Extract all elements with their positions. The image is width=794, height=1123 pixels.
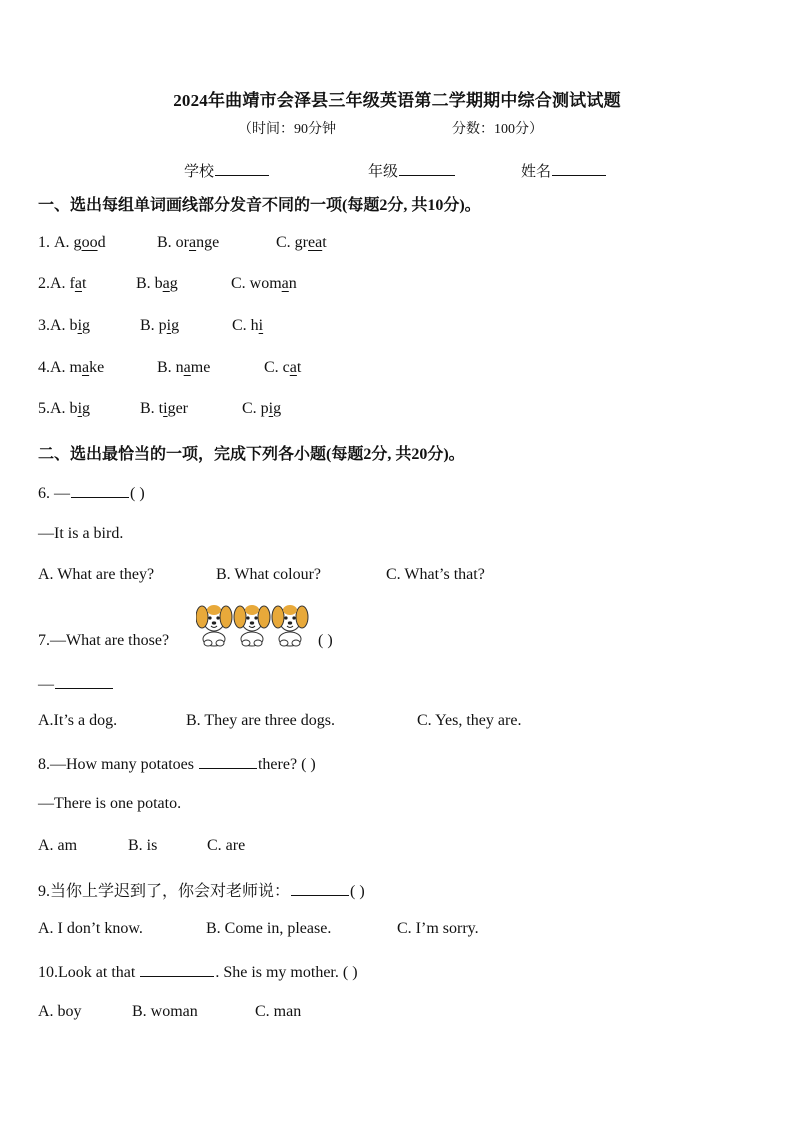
q2-option-a: A. fat [50,275,87,292]
name-label: 姓名 [521,164,552,180]
grade-blank [399,161,455,176]
q8-answer-line: —There is one potato. [38,795,182,812]
section1-heading: 一、选出每组单词画线部分发音不同的一项(每题2分, 共10分)。 [38,197,481,214]
q8-blank [199,754,257,769]
q2-option-c: C. woman [231,275,297,292]
question-3 [38,317,263,335]
q1-number: 1. [38,234,54,251]
q10-option-a: A. boy [38,1003,82,1020]
q8-option-a: A. am [38,837,78,854]
q9-option-b: B. Come in, please. [206,920,332,937]
q4-option-a: A. make [50,359,105,376]
q7-blank [55,674,113,689]
q7-option-a: A.It’s a dog. [38,712,118,729]
q3-option-a: A. big [50,317,91,334]
q9-blank [291,881,349,896]
name-blank [552,161,606,176]
q8-option-b: B. is [128,837,158,854]
three-puppies-icon [196,599,310,652]
question-9: 9.当你上学迟到了，你会对老师说： ( ) [38,883,365,900]
question-10: 10.Look at that . She is my mother. ( ) [38,964,358,981]
question-4 [38,359,301,377]
q10-options [38,1003,301,1021]
q7-answer-line: — [38,674,114,694]
score-info: 分数：100分） [452,122,543,137]
question-7: 7.—What are those? [38,632,170,649]
q10-blank [140,962,214,977]
question-2 [38,275,297,293]
q5-number: 5. [38,400,50,417]
q6-option-a: A. What are they? [38,566,155,583]
q5-option-b: B. tiger [140,400,189,417]
q7-answer-paren: ( ) [318,632,333,649]
q9-option-c: C. I’m sorry. [397,920,479,937]
q3-option-c: C. hi [232,317,264,334]
q7-option-c: C. Yes, they are. [417,712,522,729]
name-field [521,160,607,181]
q6-blank [71,483,129,498]
q2-number: 2. [38,275,50,292]
q1-option-c: C. great [276,234,327,251]
q4-number: 4. [38,359,50,376]
q10-option-b: B. woman [132,1003,198,1020]
school-blank [215,161,269,176]
q6-options [38,566,485,584]
time-info: （时间：90分钟 [238,122,336,137]
q3-option-b: B. pig [140,317,180,334]
q6-answer-line: —It is a bird. [38,525,124,542]
q6-option-b: B. What colour? [216,566,322,583]
q7-options [38,712,521,730]
q2-option-b: B. bag [136,275,178,292]
school-field [184,160,270,181]
question-8: 8.—How many potatoes there? ( ) [38,756,316,773]
q9-option-a: A. I don’t know. [38,920,143,937]
grade-field [368,160,456,181]
q5-option-a: A. big [50,400,91,417]
school-label: 学校 [184,164,215,180]
page-title: 2024年曲靖市会泽县三年级英语第二学期期中综合测试试题 [173,91,621,110]
q3-number: 3. [38,317,50,334]
q1-option-a: A. good [54,234,106,251]
question-1 [38,234,327,252]
q8-option-c: C. are [207,837,246,854]
section2-heading: 二、选出最恰当的一项，完成下列各小题(每题2分, 共20分)。 [38,446,465,463]
question-5 [38,400,281,418]
q9-answer-paren: ( ) [350,883,365,900]
question-6: 6. — ( ) [38,485,145,502]
q9-options [38,920,479,938]
q6-answer-paren: ( ) [130,485,145,502]
grade-label: 年级 [368,164,399,180]
q10-option-c: C. man [255,1003,302,1020]
q7-option-b: B. They are three dogs. [186,712,335,729]
q1-option-b: B. orange [157,234,220,251]
q8-options [38,837,245,855]
q4-option-b: B. name [157,359,211,376]
q4-option-c: C. cat [264,359,302,376]
q5-option-c: C. pig [242,400,282,417]
q6-option-c: C. What’s that? [386,566,485,583]
